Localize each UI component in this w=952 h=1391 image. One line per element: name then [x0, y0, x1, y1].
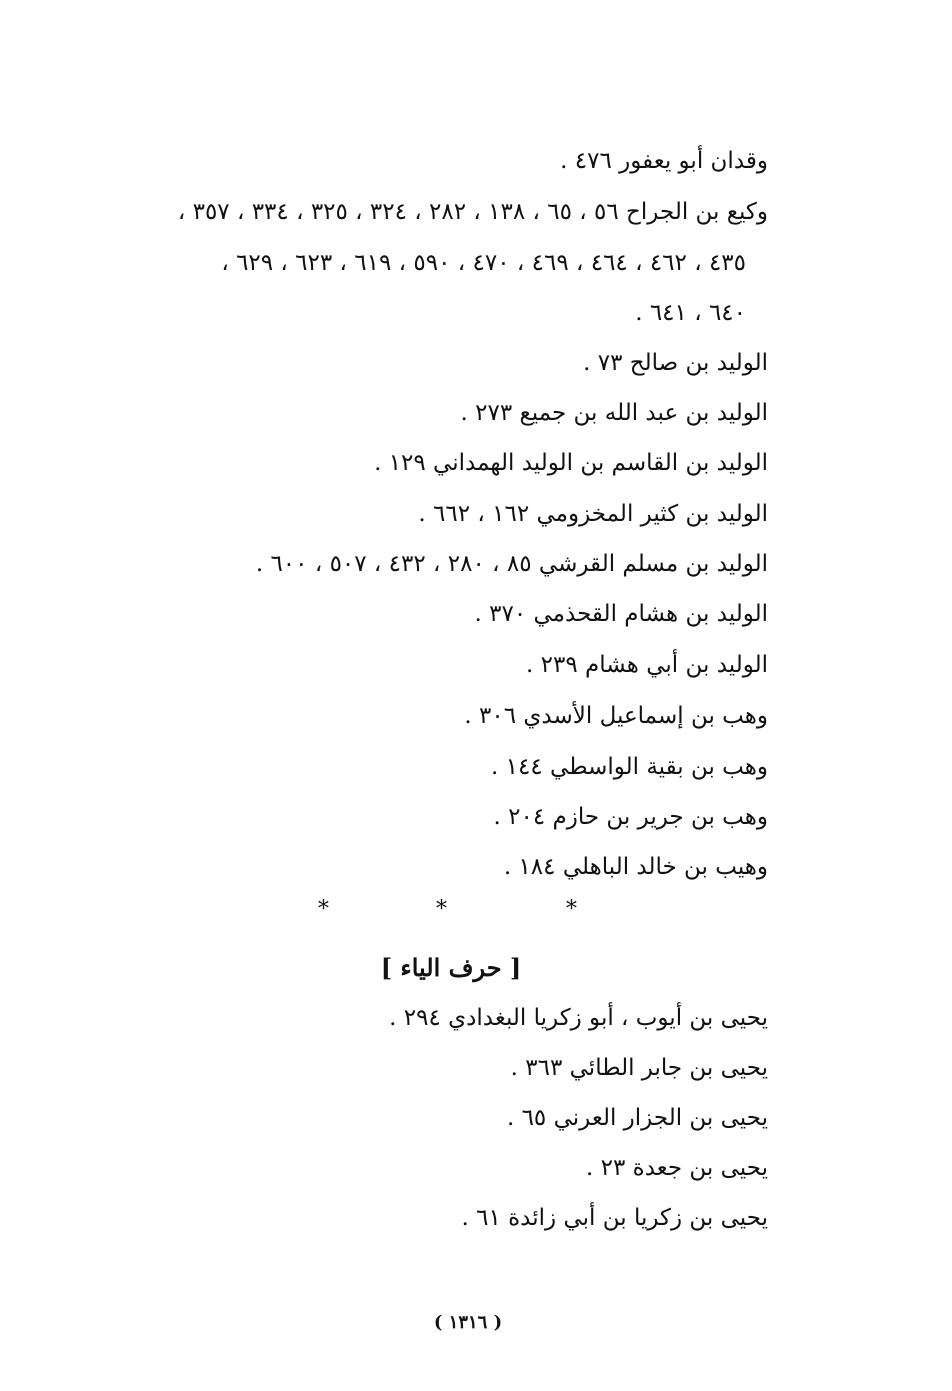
section-heading-text: [ حرف الياء ] — [380, 953, 522, 982]
index-entry: وهب بن إسماعيل الأسدي ٣٠٦ . — [464, 703, 768, 729]
index-entry: يحيى بن أيوب ، أبو زكريا البغدادي ٢٩٤ . — [389, 1005, 768, 1031]
index-entry: الوليد بن القاسم بن الوليد الهمداني ١٢٩ . — [374, 450, 768, 476]
index-entry: الوليد بن عبد الله بن جميع ٢٧٣ . — [460, 400, 768, 426]
index-entry: الوليد بن هشام القحذمي ٣٧٠ . — [474, 601, 768, 627]
index-entry: الوليد بن أبي هشام ٢٣٩ . — [526, 652, 768, 678]
separator-star: * — [318, 897, 329, 922]
section-heading — [0, 952, 952, 984]
page-number-text: ( ١٣١٦ ) — [433, 1312, 503, 1333]
index-entry: وهب بن جرير بن حازم ٢٠٤ . — [493, 804, 768, 830]
index-entry: يحيى بن الجزار العرني ٦٥ . — [506, 1105, 768, 1131]
index-entry: وقدان أبو يعفور ٤٧٦ . — [560, 148, 768, 174]
section-separator — [0, 895, 952, 925]
index-entry: يحيى بن زكريا بن أبي زائدة ٦١ . — [461, 1205, 768, 1231]
index-entry: الوليد بن صالح ٧٣ . — [583, 350, 768, 376]
index-entry: وهب بن بقية الواسطي ١٤٤ . — [491, 754, 768, 780]
index-entry: الوليد بن مسلم القرشي ٨٥ ، ٢٨٠ ، ٤٣٢ ، ٥٠٧ ، ٦٠٠ . — [255, 551, 768, 577]
index-entry: يحيى بن جعدة ٢٣ . — [586, 1155, 768, 1181]
page-number — [0, 1310, 952, 1336]
index-entry: وكيع بن الجراح ٥٦ ، ٦٥ ، ١٣٨ ، ٢٨٢ ، ٣٢٤ ، ٣٢٥ ، ٣٣٤ ، ٣٥٧ ، — [177, 199, 768, 225]
index-entry-continuation: ٤٣٥ ، ٤٦٢ ، ٤٦٤ ، ٤٦٩ ، ٤٧٠ ، ٥٩٠ ، ٦١٩ ، ٦٢٣ ، ٦٢٩ ، — [221, 250, 746, 276]
index-entry: يحيى بن جابر الطائي ٣٦٣ . — [510, 1055, 768, 1081]
index-entry-continuation: ٦٤٠ ، ٦٤١ . — [635, 300, 746, 326]
index-entry: وهيب بن خالد الباهلي ١٨٤ . — [503, 854, 768, 880]
index-entry: الوليد بن كثير المخزومي ١٦٢ ، ٦٦٢ . — [418, 501, 768, 527]
separator-star: * — [436, 897, 447, 922]
separator-star: * — [566, 897, 577, 922]
